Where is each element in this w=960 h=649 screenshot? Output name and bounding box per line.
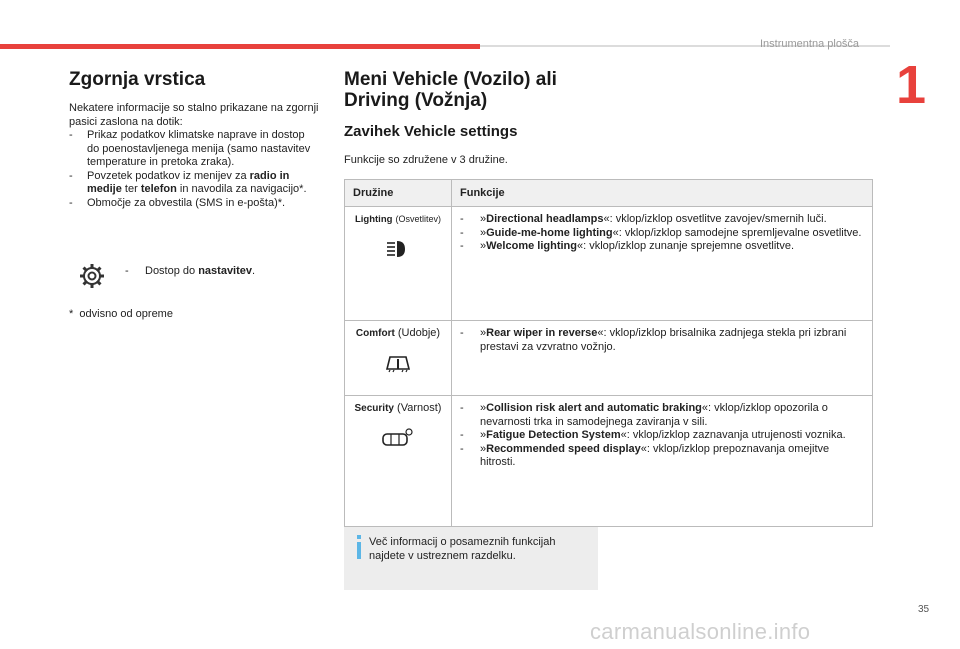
list-dash: -	[460, 226, 464, 239]
list-dash: -	[460, 213, 464, 225]
features-table	[344, 179, 873, 527]
family-cell	[345, 321, 452, 396]
function-item	[460, 443, 864, 470]
page-number: 35	[918, 604, 930, 615]
list-dash: -	[460, 429, 464, 441]
heading-line: Meni Vehicle (Vozilo) ali	[344, 69, 557, 90]
function-name: Guide-me-home lighting	[486, 226, 613, 239]
footnote	[69, 308, 173, 320]
function-name: Fatigue Detection System	[486, 429, 621, 441]
intro-text: Nekatere informacije so stalno prikazane na zgornji pasici zaslona na dotik:	[69, 102, 319, 128]
table-row	[345, 321, 873, 396]
list-dash: -	[69, 169, 73, 182]
info-text: Več informacij o posameznih funkcijah najdete v ustreznem razdelku.	[369, 536, 556, 562]
gear-icon	[78, 262, 106, 290]
info-icon	[354, 535, 364, 559]
bold-term: radio in medije	[87, 169, 290, 195]
function-desc: «: vklop/izklop osvetlitve zavojev/smernih luči.	[603, 213, 827, 225]
list-item-text: ter	[121, 183, 141, 195]
list-item	[69, 170, 319, 197]
quote-mark: »	[480, 240, 487, 252]
function-item	[460, 227, 864, 241]
family-translation: (Varnost)	[397, 402, 442, 414]
list-item-text: in navodila za navigacijo*.	[176, 183, 307, 195]
family-name: Lighting	[354, 214, 393, 225]
quote-mark: »	[480, 429, 487, 441]
function-desc: «: vklop/izklop opozorila o nevarnosti trka in samodejnega zaviranja v sili.	[480, 402, 828, 428]
list-dash: -	[69, 196, 73, 209]
footnote-mark: *	[69, 308, 74, 320]
functions-cell	[452, 207, 873, 321]
function-item	[460, 429, 864, 443]
function-desc: «: vklop/izklop zunanje sprejemne osvetlitve.	[576, 240, 795, 252]
quote-mark: »	[480, 213, 487, 225]
family-name: Comfort	[355, 328, 395, 339]
functions-cell	[452, 396, 873, 527]
table-header-row	[345, 180, 873, 207]
list-dash: -	[460, 442, 464, 455]
column-header-families: Družine	[345, 180, 452, 207]
settings-post: .	[252, 265, 256, 277]
function-name: Directional headlamps	[486, 213, 604, 225]
function-desc: «: vklop/izklop zaznavanja utrujenosti voznika.	[620, 429, 846, 441]
quote-mark: »	[480, 226, 487, 239]
heading-line: Driving (Vožnja)	[344, 90, 488, 111]
list-item	[69, 197, 319, 211]
settings-access-row	[78, 262, 318, 292]
settings-pre: Dostop do	[145, 265, 199, 277]
function-desc: «: vklop/izklop prepoznavanja omejitve hitrosti.	[480, 442, 830, 468]
list-item	[69, 129, 319, 170]
left-column	[69, 69, 319, 210]
quote-mark: »	[480, 442, 487, 455]
list-item-text: Prikaz podatkov klimatske naprave in dostop do poenostavljenega menija (samo nastavitev temperature in pretoka zraka).	[87, 129, 311, 168]
table-row	[345, 396, 873, 527]
settings-access-text	[145, 265, 255, 277]
family-translation: (Udobje)	[397, 327, 441, 339]
function-desc: «: vklop/izklop brisalnika zadnjega stekla pri izbrani prestavi za vzvratno vožnjo.	[480, 327, 847, 353]
watermark: carmanualsonline.info	[590, 619, 811, 644]
list-item-text: Povzetek podatkov iz menijev za	[87, 169, 250, 182]
family-cell	[345, 396, 452, 527]
rear-wiper-icon	[383, 351, 413, 375]
function-item	[460, 240, 864, 254]
vehicle-security-icon	[381, 426, 415, 450]
function-item	[460, 213, 864, 227]
list-dash: -	[460, 402, 464, 414]
info-note	[344, 527, 598, 590]
settings-term: nastavitev	[198, 265, 253, 277]
function-item	[460, 402, 864, 429]
family-name: Security	[354, 403, 394, 414]
function-name: Welcome lighting	[486, 240, 577, 252]
function-name: Collision risk alert and automatic braking	[486, 402, 702, 414]
chapter-number: 1	[896, 55, 927, 115]
table-row	[345, 207, 873, 321]
top-bar-list	[69, 129, 319, 210]
function-name: Rear wiper in reverse	[486, 327, 598, 339]
family-translation: (Osvetlitev)	[395, 214, 442, 224]
list-dash: -	[460, 240, 464, 252]
quote-mark: »	[480, 402, 487, 414]
section-title: Instrumentna plošča	[760, 38, 860, 50]
function-name: Recommended speed display	[486, 442, 641, 455]
family-cell	[345, 207, 452, 321]
quote-mark: »	[480, 327, 487, 339]
list-dash: -	[125, 265, 129, 277]
list-dash: -	[69, 129, 73, 141]
header-accent-bar	[0, 44, 480, 49]
headlight-icon	[383, 237, 413, 261]
function-desc: «: vklop/izklop samodejne spremljevalne osvetlitve.	[612, 226, 862, 239]
list-item-text: Območje za obvestila (SMS in e-pošta)*.	[87, 196, 286, 209]
bold-term: telefon	[140, 183, 177, 195]
right-column	[344, 69, 874, 527]
right-heading	[344, 69, 874, 111]
function-item	[460, 327, 864, 354]
subheading: Zavihek Vehicle settings	[344, 123, 518, 140]
left-heading: Zgornja vrstica	[69, 69, 206, 90]
footnote-text: odvisno od opreme	[79, 308, 173, 320]
table-description: Funkcije so združene v 3 družine.	[344, 154, 508, 166]
functions-cell	[452, 321, 873, 396]
list-dash: -	[460, 327, 464, 339]
column-header-functions: Funkcije	[452, 180, 873, 207]
